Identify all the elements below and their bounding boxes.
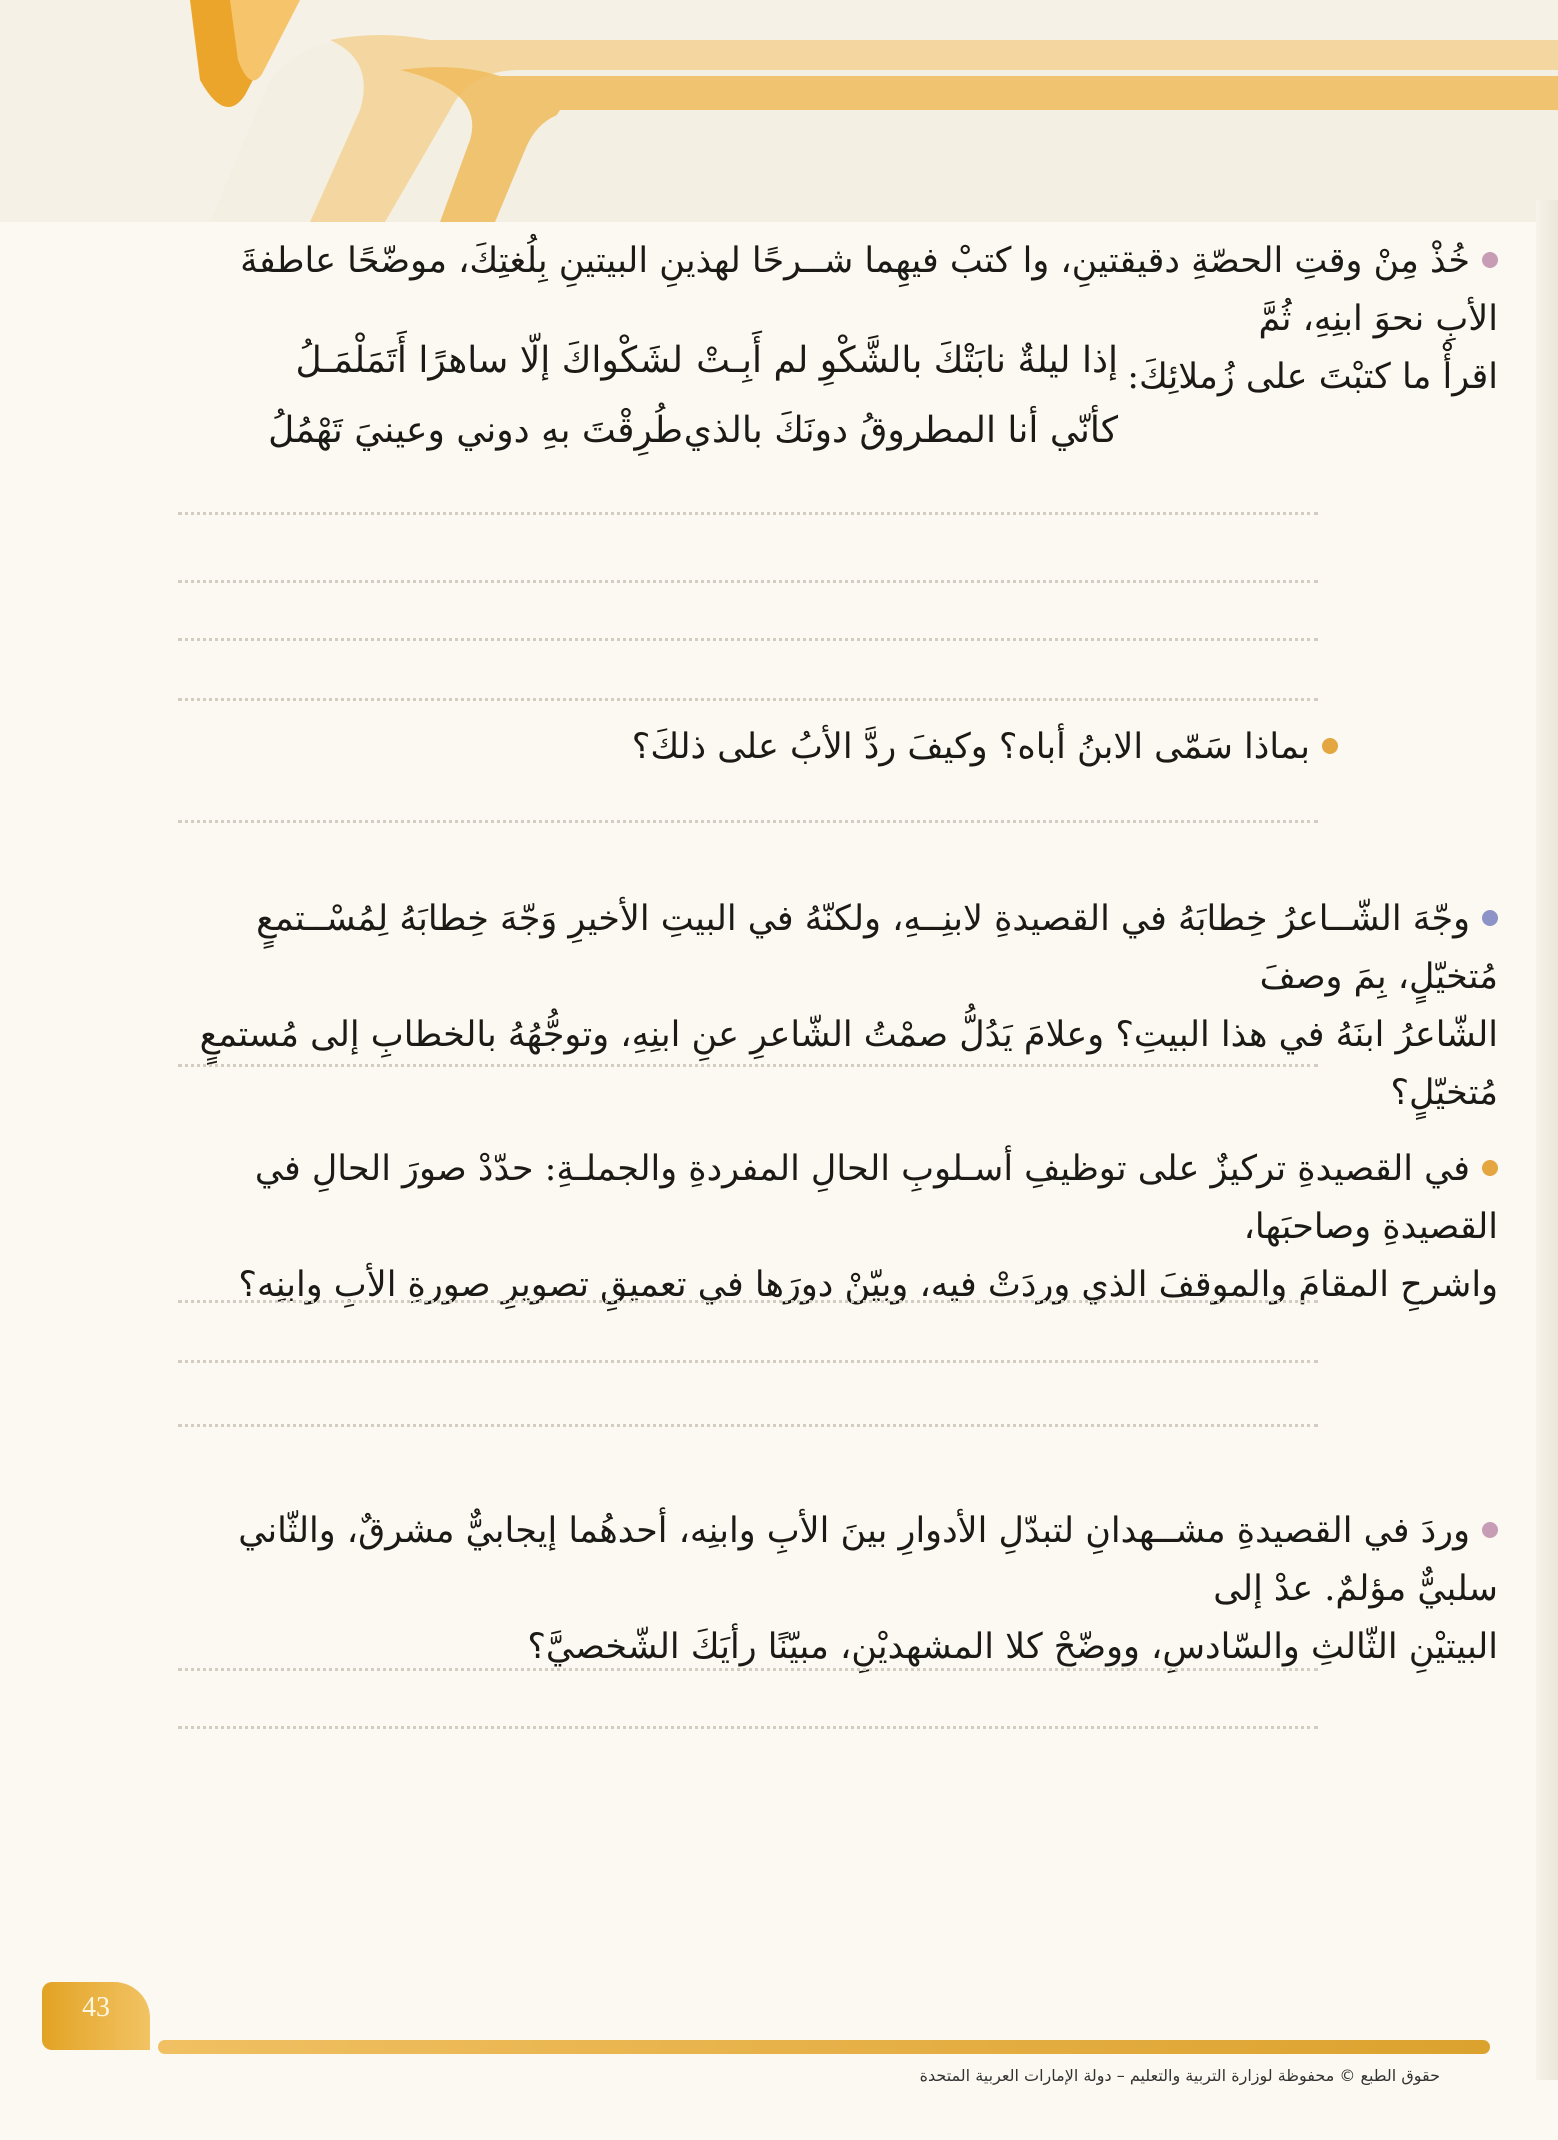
answer-line[interactable] bbox=[178, 1668, 1318, 1671]
copyright-notice: حقوق الطبع © محفوظة لوزارة التربية والتعليم – دولة الإمارات العربية المتحدة bbox=[919, 2066, 1440, 2085]
answer-line[interactable] bbox=[178, 698, 1318, 701]
question-1-line-1: خُذْ مِنْ وقتِ الحصّةِ دقيقتينِ، وا كتبْ فيهِما شــرحًا لهذينِ البيتينِ بِلُغتِكَ، موضّحًا عاطفةَ الأبِ نحوَ ابنِهِ، ثُمَّ bbox=[240, 241, 1498, 339]
bullet-icon bbox=[1482, 1160, 1498, 1176]
question-1-line-2: اقرأْ ما كتبْتَ على زُملائِكَ: bbox=[1127, 357, 1498, 397]
question-2 bbox=[188, 718, 1338, 776]
answer-line[interactable] bbox=[178, 512, 1318, 515]
verse-2-second-hemistich: طُرِقْتَ بهِ دوني وعينيَ تَهْمُلُ bbox=[268, 410, 683, 451]
page-number: 43 bbox=[82, 1992, 110, 2023]
question-3 bbox=[188, 890, 1498, 1122]
answer-line[interactable] bbox=[178, 580, 1318, 583]
answer-line[interactable] bbox=[178, 1064, 1318, 1067]
answer-line[interactable] bbox=[178, 820, 1318, 823]
question-4-line-2: واشرحِ المقامَ والموقفَ الذي وردَتْ فيه، وبيّنْ دورَها في تعميقِ تصويرِ صورةِ الأبِ وابنِه؟ bbox=[238, 1265, 1498, 1305]
question-5-line-2: البيتيْنِ الثّالثِ والسّادسِ، ووضّحْ كلا المشهديْنِ، مبيّنًا رأيَكَ الشّخصيَّ؟ bbox=[527, 1627, 1498, 1667]
question-3-line-2: الشّاعرُ ابنَهُ في هذا البيتِ؟ وعلامَ يَدُلُّ صمْتُ الشّاعرِ عنِ ابنِهِ، وتوجُّهُهُ بالخطابِ إلى مُستمعٍ مُتخيّلٍ؟ bbox=[199, 1015, 1498, 1113]
question-4-line-1: في القصيدةِ تركيزٌ على توظيفِ أسـلوبِ الحالِ المفردةِ والجملـةِ: حدّدْ صورَ الحالِ في القصيدةِ وصاحبَها، bbox=[254, 1149, 1498, 1247]
page-header-decoration bbox=[0, 0, 1558, 222]
answer-line[interactable] bbox=[178, 1424, 1318, 1427]
answer-line[interactable] bbox=[178, 638, 1318, 641]
verse-1-second-hemistich: لشَكْواكَ إلّا ساهرًا أَتَمَلْمَـلُ bbox=[295, 340, 683, 381]
header-wave-graphic bbox=[0, 0, 1558, 222]
footer-bar bbox=[158, 2040, 1490, 2054]
question-3-line-1: وجّهَ الشّــاعرُ خِطابَهُ في القصيدةِ لابنِــهِ، ولكنّهُ في البيتِ الأخيرِ وَجّهَ خِطابَهُ لِمُسْــتمعٍ مُتخيّلٍ، بِمَ وصفَ bbox=[256, 899, 1498, 997]
verse-1-first-hemistich: إذا ليلةٌ نابَتْكَ بالشَّكْوِ لم أَبِـتْ bbox=[696, 340, 1118, 381]
bullet-icon bbox=[1482, 1522, 1498, 1538]
question-4 bbox=[188, 1140, 1498, 1314]
page-edge-shadow bbox=[1536, 200, 1558, 2080]
verse-2-first-hemistich: كأنّي أنا المطروقُ دونَكَ بالذي bbox=[683, 410, 1118, 451]
question-5 bbox=[188, 1502, 1498, 1676]
question-2-line-1: بماذا سَمّى الابنُ أباه؟ وكيفَ ردَّ الأبُ على ذلكَ؟ bbox=[188, 718, 1338, 776]
answer-line[interactable] bbox=[178, 1300, 1318, 1303]
question-5-line-1: وردَ في القصيدةِ مشــهدانِ لتبدّلِ الأدوارِ بينَ الأبِ وابنِه، أحدهُما إيجابيٌّ مشرقٌ، والثّاني سلبيٌّ مؤلمٌ. عدْ إلى bbox=[238, 1511, 1498, 1609]
answer-line[interactable] bbox=[178, 1726, 1318, 1729]
answer-line[interactable] bbox=[178, 1360, 1318, 1363]
bullet-icon bbox=[1482, 910, 1498, 926]
bullet-icon bbox=[1322, 738, 1338, 754]
bullet-icon bbox=[1482, 252, 1498, 268]
